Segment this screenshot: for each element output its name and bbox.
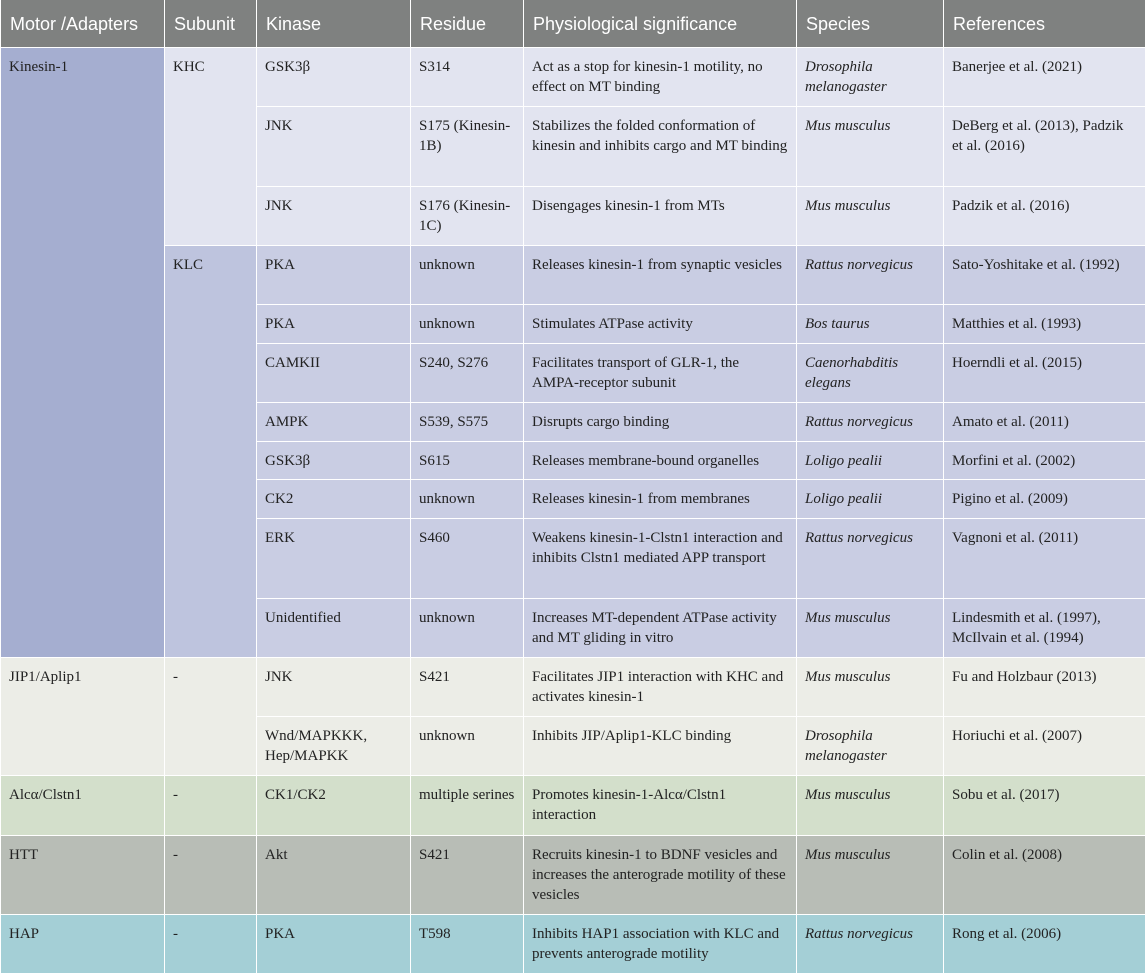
motor-kinesin1: Kinesin-1	[1, 48, 165, 658]
reference-cell: Pigino et al. (2009)	[944, 480, 1145, 519]
reference-cell: Rong et al. (2006)	[944, 915, 1145, 974]
kinase-cell: Unidentified	[257, 599, 411, 658]
table-row	[1, 776, 1145, 836]
kinase-cell: AMPK	[257, 403, 411, 442]
kinase-cell: CAMKII	[257, 344, 411, 403]
residue-cell: unknown	[411, 717, 524, 776]
reference-cell: Sobu et al. (2017)	[944, 776, 1145, 836]
reference-cell: Fu and Holzbaur (2013)	[944, 658, 1145, 717]
residue-cell: unknown	[411, 246, 524, 305]
residue-cell: unknown	[411, 599, 524, 658]
significance-cell: Facilitates JIP1 interaction with KHC and activates kinesin-1	[524, 658, 797, 717]
residue-cell: S314	[411, 48, 524, 107]
header-kinase: Kinase	[257, 0, 411, 48]
kinase-cell: JNK	[257, 187, 411, 246]
species-cell: Loligo pealii	[797, 442, 944, 480]
header-residue: Residue	[411, 0, 524, 48]
kinase-cell: CK1/CK2	[257, 776, 411, 836]
significance-cell: Releases kinesin-1 from membranes	[524, 480, 797, 519]
species-cell: Rattus norvegicus	[797, 519, 944, 599]
residue-cell: S240, S276	[411, 344, 524, 403]
header-species: Species	[797, 0, 944, 48]
significance-cell: Inhibits HAP1 association with KLC and prevents anterograde motility	[524, 915, 797, 974]
significance-cell: Promotes kinesin-1-Alcα/Clstn1 interaction	[524, 776, 797, 836]
significance-cell: Facilitates transport of GLR-1, the AMPA-receptor subunit	[524, 344, 797, 403]
significance-cell: Stimulates ATPase activity	[524, 305, 797, 344]
reference-cell: Lindesmith et al. (1997), McIlvain et al. (1994)	[944, 599, 1145, 658]
table-row	[1, 915, 1145, 974]
residue-cell: S615	[411, 442, 524, 480]
species-cell: Rattus norvegicus	[797, 403, 944, 442]
header-motor: Motor /Adapters	[1, 0, 165, 48]
reference-cell: Colin et al. (2008)	[944, 836, 1145, 915]
residue-cell: S421	[411, 836, 524, 915]
kinase-cell: GSK3β	[257, 48, 411, 107]
residue-cell: S460	[411, 519, 524, 599]
residue-cell: S175 (Kinesin-1B)	[411, 107, 524, 187]
motor-htt: HTT	[1, 836, 165, 915]
reference-cell: Morfini et al. (2002)	[944, 442, 1145, 480]
species-cell: Mus musculus	[797, 776, 944, 836]
significance-cell: Weakens kinesin-1-Clstn1 interaction and inhibits Clstn1 mediated APP transport	[524, 519, 797, 599]
significance-cell: Stabilizes the folded conformation of kinesin and inhibits cargo and MT binding	[524, 107, 797, 187]
header-references: References	[944, 0, 1145, 48]
table-row	[1, 246, 1145, 305]
reference-cell: Amato et al. (2011)	[944, 403, 1145, 442]
residue-cell: T598	[411, 915, 524, 974]
residue-cell: unknown	[411, 480, 524, 519]
significance-cell: Act as a stop for kinesin-1 motility, no effect on MT binding	[524, 48, 797, 107]
kinase-cell: PKA	[257, 246, 411, 305]
subunit-alc: -	[165, 776, 257, 836]
species-cell: Mus musculus	[797, 107, 944, 187]
subunit-htt: -	[165, 836, 257, 915]
kinase-cell: CK2	[257, 480, 411, 519]
table-row	[1, 658, 1145, 717]
reference-cell: Banerjee et al. (2021)	[944, 48, 1145, 107]
species-cell: Mus musculus	[797, 187, 944, 246]
residue-cell: S421	[411, 658, 524, 717]
species-cell: Mus musculus	[797, 599, 944, 658]
table-row	[1, 48, 1145, 107]
significance-cell: Recruits kinesin-1 to BDNF vesicles and increases the anterograde motility of these vesicles	[524, 836, 797, 915]
species-cell: Mus musculus	[797, 658, 944, 717]
significance-cell: Inhibits JIP/Aplip1-KLC binding	[524, 717, 797, 776]
species-cell: Drosophila melanogaster	[797, 48, 944, 107]
motor-alc: Alcα/Clstn1	[1, 776, 165, 836]
subunit-jip1: -	[165, 658, 257, 776]
reference-cell: Padzik et al. (2016)	[944, 187, 1145, 246]
header-significance: Physiological significance	[524, 0, 797, 48]
header-row	[1, 0, 1145, 48]
header-subunit: Subunit	[165, 0, 257, 48]
significance-cell: Releases kinesin-1 from synaptic vesicles	[524, 246, 797, 305]
species-cell: Rattus norvegicus	[797, 246, 944, 305]
kinase-cell: PKA	[257, 305, 411, 344]
subunit-hap: -	[165, 915, 257, 974]
reference-cell: Hoerndli et al. (2015)	[944, 344, 1145, 403]
kinase-cell: PKA	[257, 915, 411, 974]
reference-cell: Vagnoni et al. (2011)	[944, 519, 1145, 599]
reference-cell: Sato-Yoshitake et al. (1992)	[944, 246, 1145, 305]
species-cell: Mus musculus	[797, 836, 944, 915]
kinase-cell: JNK	[257, 107, 411, 187]
kinase-cell: Wnd/MAPKKK, Hep/MAPKK	[257, 717, 411, 776]
residue-cell: S176 (Kinesin-1C)	[411, 187, 524, 246]
kinase-cell: ERK	[257, 519, 411, 599]
species-cell: Drosophila melanogaster	[797, 717, 944, 776]
reference-cell: Matthies et al. (1993)	[944, 305, 1145, 344]
kinase-cell: GSK3β	[257, 442, 411, 480]
species-cell: Bos taurus	[797, 305, 944, 344]
residue-cell: S539, S575	[411, 403, 524, 442]
species-cell: Rattus norvegicus	[797, 915, 944, 974]
residue-cell: unknown	[411, 305, 524, 344]
subunit-klc: KLC	[165, 246, 257, 658]
species-cell: Caenorhabditis elegans	[797, 344, 944, 403]
kinase-cell: JNK	[257, 658, 411, 717]
residue-cell: multiple serines	[411, 776, 524, 836]
table-row	[1, 836, 1145, 915]
significance-cell: Releases membrane-bound organelles	[524, 442, 797, 480]
significance-cell: Disengages kinesin-1 from MTs	[524, 187, 797, 246]
species-cell: Loligo pealii	[797, 480, 944, 519]
subunit-khc: KHC	[165, 48, 257, 246]
motor-jip1: JIP1/Aplip1	[1, 658, 165, 776]
significance-cell: Increases MT-dependent ATPase activity and MT gliding in vitro	[524, 599, 797, 658]
reference-cell: DeBerg et al. (2013), Padzik et al. (2016)	[944, 107, 1145, 187]
significance-cell: Disrupts cargo binding	[524, 403, 797, 442]
reference-cell: Horiuchi et al. (2007)	[944, 717, 1145, 776]
kinase-cell: Akt	[257, 836, 411, 915]
motor-hap: HAP	[1, 915, 165, 974]
